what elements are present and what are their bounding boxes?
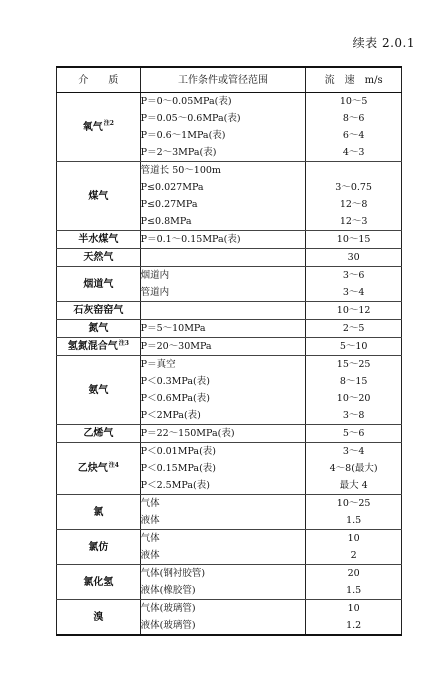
medium-cell xyxy=(57,530,141,565)
velocity-line: 4～8(最大) xyxy=(329,463,378,474)
velocity-line: 10～20 xyxy=(336,393,371,404)
condition-line: P＝22～150MPa(表) xyxy=(140,428,235,439)
velocity-line: 10～15 xyxy=(336,234,371,245)
medium-cell xyxy=(57,443,141,495)
condition-line: 液体 xyxy=(140,515,160,526)
table-row xyxy=(57,356,402,425)
table-row xyxy=(57,249,402,267)
condition-line: 烟道内 xyxy=(140,270,170,281)
medium-name: 氯 xyxy=(93,506,104,518)
velocity-line: 2～5 xyxy=(342,323,365,334)
condition-line: 气体 xyxy=(140,498,160,509)
table-row xyxy=(57,267,402,302)
velocity-line: 3～8 xyxy=(342,410,365,421)
condition-line xyxy=(141,302,306,319)
velocity-line: 1.5 xyxy=(346,515,362,526)
velocity-line: 5～10 xyxy=(339,341,368,352)
condition-line: P＝2～3MPa(表) xyxy=(140,147,217,158)
condition-cell xyxy=(140,530,306,565)
velocity-cell xyxy=(306,338,402,356)
velocity-cell xyxy=(306,93,402,162)
footnote-marker: 注4 xyxy=(108,461,119,469)
condition-cell xyxy=(140,338,306,356)
condition-cell xyxy=(140,249,306,267)
medium-name: 氯仿 xyxy=(88,541,109,553)
condition-line: 管道长 50～100m xyxy=(140,165,221,176)
condition-line: P＜2MPa(表) xyxy=(140,410,201,421)
condition-line: P＝0.05～0.6MPa(表) xyxy=(140,113,241,124)
condition-line: P＜0.3MPa(表) xyxy=(140,376,210,387)
velocity-line: 10 xyxy=(347,533,360,544)
velocity-cell xyxy=(306,565,402,600)
condition-line: 液体 xyxy=(140,550,160,561)
medium-name: 天然气 xyxy=(83,252,114,263)
medium-name: 氧气 xyxy=(82,121,103,133)
table-row xyxy=(57,93,402,162)
condition-cell xyxy=(140,231,306,249)
medium-cell xyxy=(57,249,141,267)
medium-name: 氢氮混合气 xyxy=(67,341,118,352)
velocity-line: 10～12 xyxy=(336,305,371,316)
condition-cell xyxy=(140,356,306,425)
velocity-cell xyxy=(306,231,402,249)
table-body xyxy=(57,93,402,636)
condition-cell xyxy=(140,267,306,302)
condition-line: P≤0.27MPa xyxy=(140,199,198,210)
velocity-cell xyxy=(306,249,402,267)
velocity-line: 15～25 xyxy=(336,359,371,370)
velocity-line: 12～8 xyxy=(339,199,368,210)
medium-cell xyxy=(57,162,141,231)
table-row xyxy=(57,530,402,565)
medium-cell xyxy=(57,320,141,338)
condition-line: 气体(玻璃管) xyxy=(140,603,196,614)
condition-line: P＝0.1～0.15MPa(表) xyxy=(140,234,241,245)
medium-cell xyxy=(57,425,141,443)
medium-cell xyxy=(57,338,141,356)
condition-line: P＝0～0.05MPa(表) xyxy=(140,96,232,107)
medium-cell xyxy=(57,267,141,302)
medium-name: 煤气 xyxy=(88,190,109,202)
medium-name: 烟道气 xyxy=(83,278,114,290)
table-row xyxy=(57,565,402,600)
flow-velocity-table xyxy=(56,66,402,636)
velocity-line: 20 xyxy=(347,568,360,579)
medium-name: 乙烯气 xyxy=(83,428,114,439)
condition-cell xyxy=(140,302,306,320)
header-medium: 介 质 xyxy=(57,67,141,93)
velocity-line: 8～15 xyxy=(339,376,368,387)
table-row xyxy=(57,425,402,443)
condition-line: P＝5～10MPa xyxy=(140,323,206,334)
velocity-line: 1.2 xyxy=(346,620,362,631)
condition-cell xyxy=(140,443,306,495)
condition-line: 气体(钢衬胶管) xyxy=(140,568,206,579)
footnote-marker: 注2 xyxy=(103,120,114,128)
condition-cell xyxy=(140,600,306,636)
medium-cell xyxy=(57,231,141,249)
medium-cell xyxy=(57,93,141,162)
condition-cell xyxy=(140,495,306,530)
condition-line: 液体(橡胶管) xyxy=(140,585,196,596)
velocity-line: 3～6 xyxy=(342,270,365,281)
medium-name: 氯化氢 xyxy=(83,576,114,588)
medium-cell xyxy=(57,600,141,636)
condition-cell xyxy=(140,320,306,338)
medium-name: 石灰窑窑气 xyxy=(73,305,124,316)
header-condition: 工作条件或管径范围 xyxy=(140,67,306,93)
velocity-cell xyxy=(306,320,402,338)
condition-line: P＜0.15MPa(表) xyxy=(140,463,216,474)
condition-line: P＜2.5MPa(表) xyxy=(140,480,210,491)
table-row xyxy=(57,231,402,249)
velocity-cell xyxy=(306,302,402,320)
velocity-line: 2 xyxy=(350,550,357,561)
condition-cell xyxy=(140,162,306,231)
table-row xyxy=(57,320,402,338)
velocity-line: 6～4 xyxy=(342,130,365,141)
condition-line xyxy=(141,249,306,266)
footnote-marker: 注3 xyxy=(118,339,129,347)
velocity-line: 5～6 xyxy=(342,428,365,439)
velocity-line: 最大 4 xyxy=(339,480,368,491)
velocity-line: 3～4 xyxy=(342,446,365,457)
condition-line: P≤0.027MPa xyxy=(140,182,204,193)
velocity-cell xyxy=(306,356,402,425)
velocity-line: 3～0.75 xyxy=(335,182,372,193)
condition-cell xyxy=(140,425,306,443)
table-row xyxy=(57,600,402,636)
velocity-cell xyxy=(306,600,402,636)
velocity-line: 3～4 xyxy=(342,287,365,298)
velocity-line: 10 xyxy=(347,603,360,614)
medium-name: 乙炔气 xyxy=(77,463,108,474)
table-caption: 续表 2.0.1 xyxy=(352,36,415,50)
condition-cell xyxy=(140,565,306,600)
velocity-line xyxy=(306,162,401,179)
medium-name: 半水煤气 xyxy=(78,234,119,245)
header-velocity: 流 速 m/s xyxy=(306,67,402,93)
velocity-cell xyxy=(306,495,402,530)
velocity-cell xyxy=(306,425,402,443)
medium-cell xyxy=(57,356,141,425)
velocity-cell xyxy=(306,267,402,302)
condition-line: 液体(玻璃管) xyxy=(140,620,196,631)
medium-name: 氮气 xyxy=(88,323,109,334)
medium-cell xyxy=(57,302,141,320)
velocity-line: 12～3 xyxy=(339,216,368,227)
condition-line: P＝真空 xyxy=(140,359,176,370)
table-row xyxy=(57,338,402,356)
condition-line: P＜0.01MPa(表) xyxy=(140,446,216,457)
table-row xyxy=(57,443,402,495)
condition-line: P＝20～30MPa xyxy=(140,341,212,352)
medium-name: 溴 xyxy=(93,611,104,623)
medium-cell xyxy=(57,495,141,530)
velocity-line: 4～3 xyxy=(342,147,365,158)
table-row xyxy=(57,162,402,231)
velocity-line: 30 xyxy=(347,252,360,263)
condition-line: 管道内 xyxy=(140,287,170,298)
velocity-line: 10～5 xyxy=(339,96,368,107)
velocity-cell xyxy=(306,530,402,565)
condition-line: P≤0.8MPa xyxy=(140,216,192,227)
table-header-row xyxy=(57,67,402,93)
velocity-cell xyxy=(306,443,402,495)
velocity-cell xyxy=(306,162,402,231)
condition-line: P＝0.6～1MPa(表) xyxy=(140,130,226,141)
condition-line: 气体 xyxy=(140,533,160,544)
velocity-line: 1.5 xyxy=(346,585,362,596)
condition-line: P＜0.6MPa(表) xyxy=(140,393,210,404)
medium-cell xyxy=(57,565,141,600)
velocity-line: 10～25 xyxy=(336,498,371,509)
condition-cell xyxy=(140,93,306,162)
table-row xyxy=(57,302,402,320)
velocity-line: 8～6 xyxy=(342,113,365,124)
table-row xyxy=(57,495,402,530)
medium-name: 氨气 xyxy=(88,384,109,396)
